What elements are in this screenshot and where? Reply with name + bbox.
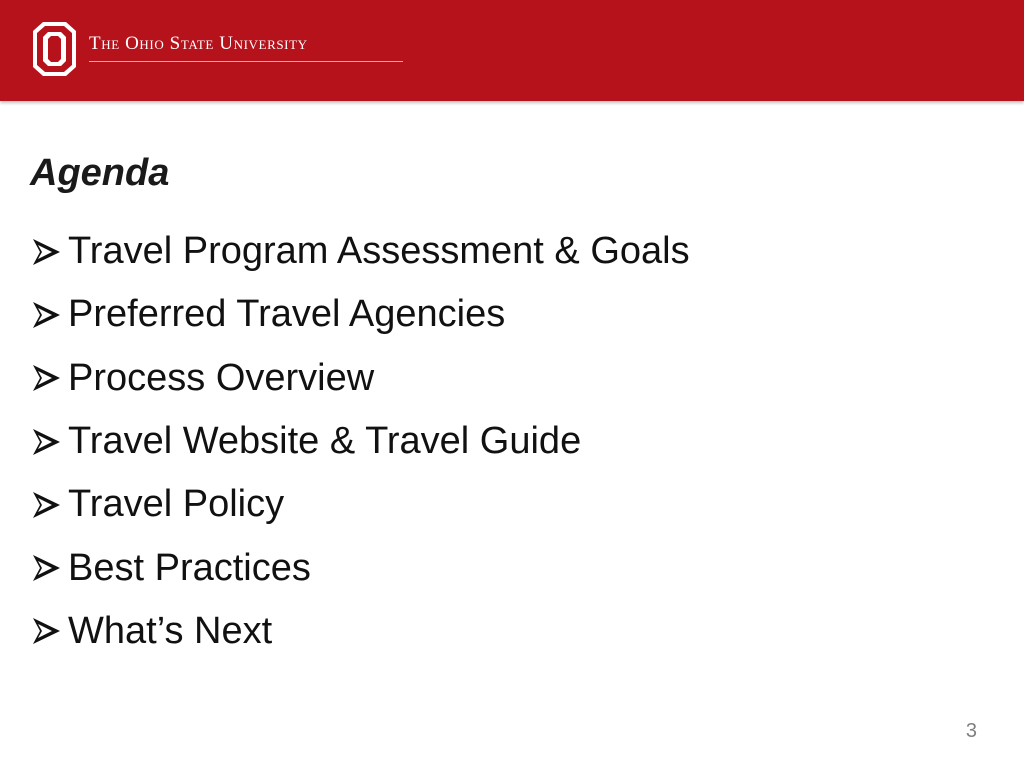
arrowhead-bullet-icon	[30, 489, 62, 521]
block-o-logo-icon	[32, 21, 77, 77]
arrowhead-bullet-icon	[30, 362, 62, 394]
agenda-item-label: Travel Website & Travel Guide	[68, 420, 582, 463]
agenda-item	[30, 283, 690, 346]
university-wordmark: The Ohio State University	[89, 33, 308, 54]
agenda-item	[30, 347, 690, 410]
arrowhead-bullet-icon	[30, 615, 62, 647]
agenda-item-label: Preferred Travel Agencies	[68, 293, 506, 336]
wordmark-underline	[89, 61, 403, 62]
arrowhead-bullet-icon	[30, 236, 62, 268]
agenda-item	[30, 410, 690, 473]
agenda-item	[30, 220, 690, 283]
agenda-item	[30, 600, 690, 663]
agenda-list	[30, 220, 690, 663]
agenda-item-label: Travel Policy	[68, 483, 285, 526]
agenda-item-label: Best Practices	[68, 546, 311, 589]
agenda-item	[30, 536, 690, 599]
arrowhead-bullet-icon	[30, 552, 62, 584]
agenda-item-label: Travel Program Assessment & Goals	[68, 230, 690, 273]
agenda-item-label: What’s Next	[68, 609, 273, 652]
agenda-item-label: Process Overview	[68, 356, 375, 399]
arrowhead-bullet-icon	[30, 299, 62, 331]
arrowhead-bullet-icon	[30, 426, 62, 458]
header-band	[0, 0, 1024, 101]
slide-title: Agenda	[30, 152, 170, 194]
page-number: 3	[965, 720, 977, 742]
agenda-item	[30, 473, 690, 536]
